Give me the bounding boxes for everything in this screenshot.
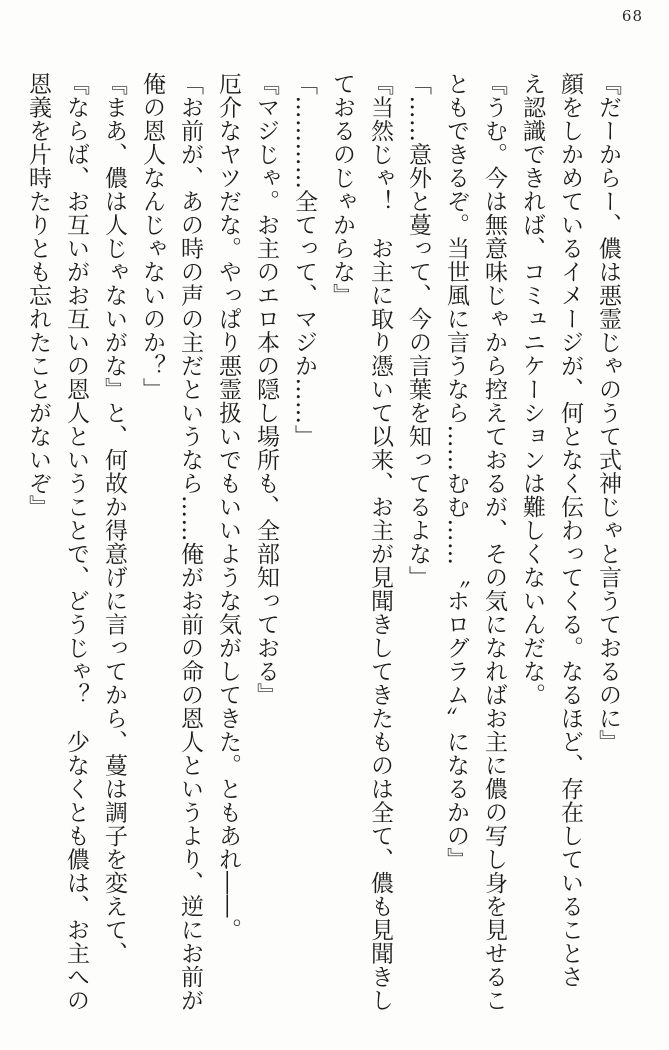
text-column: 顔をしかめているイメージが、何となく伝わってくる。なるほど、存在していることさ (557, 72, 583, 989)
text-column: ともできるぞ。当世風に言うなら……むむ……〝ホログラム〟になるかの』 (443, 72, 469, 871)
text-column: 「…………全てって、マジか……」 (291, 72, 317, 448)
text-column: ておるのじゃからな』 (329, 72, 355, 307)
text-column: え認識できれば、コミュニケーションは難しくないんだな。 (519, 72, 545, 707)
text-column: 『当然じゃ！ お主に取り憑いて以来、お主が見聞きしてきたものは全て、儂も見聞きし (367, 72, 393, 1012)
text-column: 『ならば、お互いがお互いの恩人ということで、どうじゃ？ 少なくとも儂は、お主への (63, 72, 89, 1012)
text-column: 恩義を片時たりとも忘れたことがないぞ』 (25, 72, 51, 519)
page-number: 68 (621, 7, 643, 25)
text-column: 『うむ。今は無意味じゃから控えておるが、その気になればお主に儂の写し身を見せるこ (481, 72, 507, 1012)
text-column: 厄介なヤツだな。やっぱり悪霊扱いでもいいような気がしてきた。ともあれ――。 (215, 72, 241, 942)
text-column: 『だーからー、儂は悪霊じゃのうて式神じゃと言うておるのに』 (595, 72, 621, 754)
text-column: 『まあ、儂は人じゃないがな』と、何故か得意げに言ってから、蔓は調子を変えて、 (101, 72, 127, 965)
text-column: 『マジじゃ。お主のエロ本の隠し場所も、全部知っておる』 (253, 72, 279, 707)
text-column: 「お前が、あの時の声の主だというなら……俺がお前の命の恩人というより、逆にお前が (177, 72, 203, 1012)
text-column: 俺の恩人なんじゃないのか？」 (139, 72, 165, 401)
text-column: 「……意外と蔓って、今の言葉を知ってるよな」 (405, 72, 431, 589)
text-columns (19, 72, 627, 1022)
